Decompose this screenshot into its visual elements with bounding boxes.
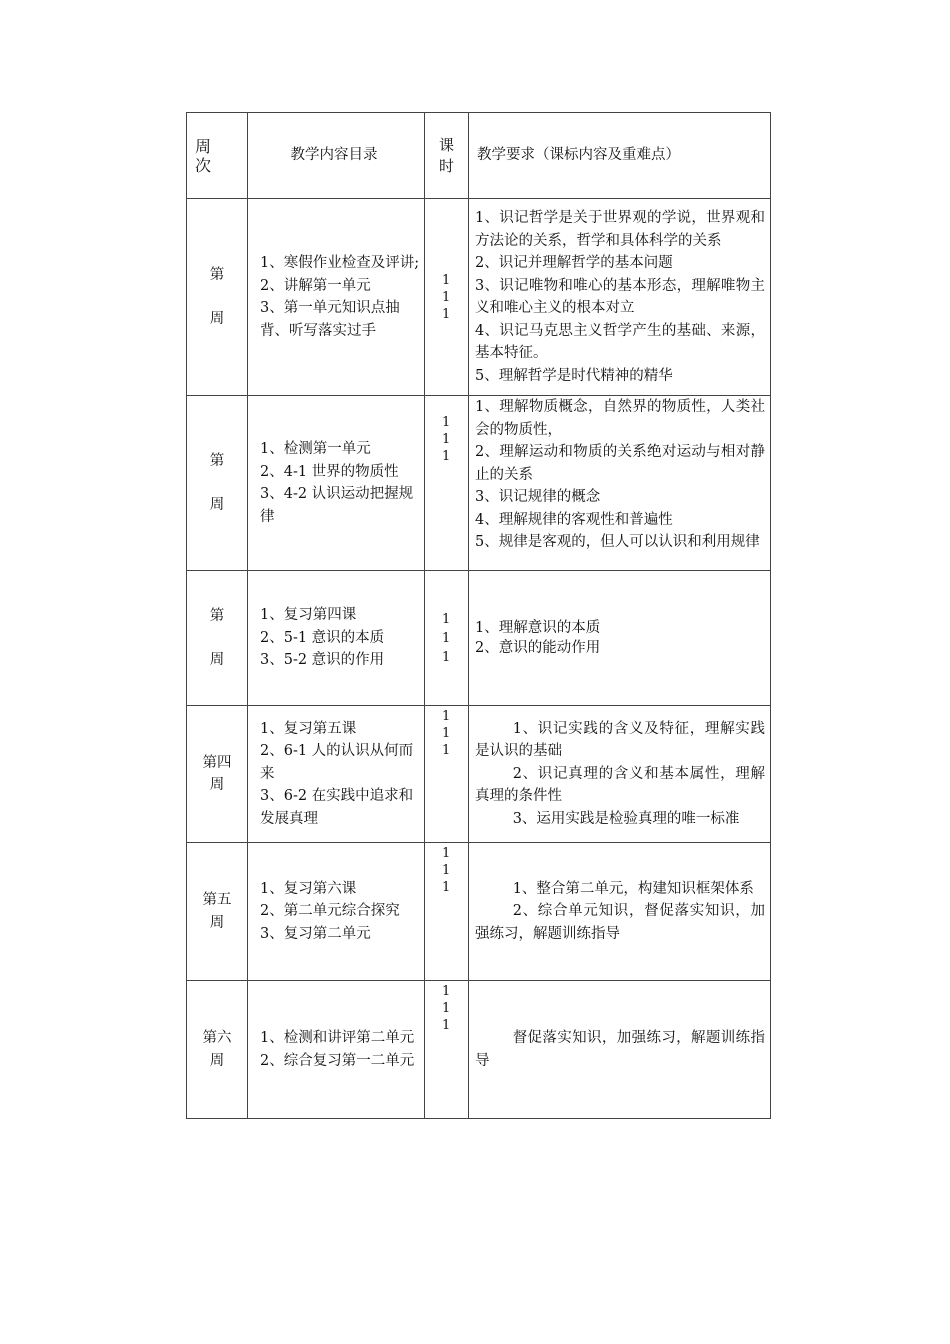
requirement-item: 1、整合第二单元，构建知识框架体系: [512, 880, 754, 897]
week-cell: [187, 571, 248, 706]
week-label-a: 第: [209, 452, 225, 469]
content-cell: [248, 199, 425, 396]
content-item: 3、复习第二单元: [260, 925, 371, 942]
requirement-item: 5、理解哲学是时代精神的精华: [475, 367, 673, 384]
content-item: 3、第一单元知识点抽背、听写落实过手: [260, 300, 400, 339]
hours-value: 1: [442, 984, 451, 999]
week-label-a: 第四: [202, 754, 232, 771]
requirement-item: 5、规律是客观的，但人可以认识和利用规律: [475, 534, 760, 550]
hours-value: 1: [442, 863, 451, 878]
week-cell: [187, 396, 248, 571]
week-label-a: 第: [209, 607, 225, 624]
content-cell: [248, 706, 425, 843]
hours-value: 1: [442, 306, 451, 322]
hours-value: 1: [442, 880, 451, 895]
requirement-item: 督促落实知识，加强练习，解题训练指导: [475, 1030, 765, 1069]
header-hours: [425, 113, 469, 199]
week-label-b: 周: [209, 497, 225, 513]
requirement-item: 4、理解规律的客观性和普遍性: [475, 511, 673, 528]
hours-cell: [425, 571, 469, 706]
hours-cell: [425, 199, 469, 396]
requirement-item: 1、理解物质概念，自然界的物质性，人类社会的物质性，: [475, 399, 765, 438]
requirement-item: 1、理解意识的本质: [475, 620, 601, 636]
content-cell: [248, 396, 425, 571]
hours-cell: [425, 981, 469, 1119]
week-cell: [187, 843, 248, 981]
content-cell: [248, 843, 425, 981]
week-cell: [187, 199, 248, 396]
hours-value: 1: [442, 289, 451, 305]
content-item: 2、综合复习第一二单元: [260, 1052, 415, 1069]
requirements-cell: [469, 843, 771, 981]
header-week-line1: 周: [195, 136, 212, 156]
hours-cell: [425, 843, 469, 981]
week-label-b: 周: [209, 1052, 225, 1069]
requirements-cell: [469, 571, 771, 706]
week-row-1: [187, 199, 771, 396]
hours-value: 1: [442, 272, 451, 288]
hours-value: 1: [442, 611, 451, 627]
week-cell: [187, 706, 248, 843]
hours-value: 1: [442, 449, 451, 464]
requirement-item: 3、运用实践是检验真理的唯一标准: [512, 810, 740, 827]
content-item: 1、检测第一单元: [260, 441, 371, 457]
requirement-item: 2、识记真理的含义和基本属性，理解真理的条件性: [475, 765, 765, 805]
hours-value: 1: [442, 846, 451, 861]
content-item: 2、6-1 人的认识从何而来: [260, 743, 414, 782]
hours-value: 1: [442, 415, 451, 430]
requirement-item: 2、理解运动和物质的关系绝对运动与相对静止的关系: [475, 444, 765, 483]
content-item: 2、5-1 意识的本质: [260, 629, 385, 646]
requirements-cell: [469, 199, 771, 396]
header-content: 教学内容目录: [248, 113, 425, 199]
header-week-line2: 次: [195, 155, 212, 175]
hours-value: 1: [442, 1001, 451, 1016]
header-hours-line2: 时: [438, 156, 454, 175]
requirement-item: 4、识记马克思主义哲学产生的基础、来源，基本特征。: [475, 322, 765, 361]
content-item: 1、复习第五课: [260, 720, 357, 737]
requirements-cell: [469, 706, 771, 843]
week-row-5: [187, 843, 771, 981]
hours-value: 1: [442, 743, 451, 758]
week-cell: [187, 981, 248, 1119]
requirement-item: 1、识记哲学是关于世界观的学说，世界观和方法论的关系，哲学和具体科学的关系: [475, 210, 765, 249]
content-item: 2、讲解第一单元: [260, 277, 371, 294]
header-week: [187, 113, 248, 199]
hours-value: 1: [442, 432, 451, 447]
content-item: 1、复习第四课: [260, 607, 357, 624]
requirements-cell: [469, 981, 771, 1119]
week-row-6: [187, 981, 771, 1119]
requirement-item: 2、识记并理解哲学的基本问题: [475, 255, 673, 271]
header-row: [187, 113, 771, 199]
hours-cell: [425, 706, 469, 843]
week-label-a: 第六: [202, 1030, 232, 1046]
hours-cell: [425, 396, 469, 571]
week-label-b: 周: [209, 777, 225, 793]
week-row-2: [187, 396, 771, 571]
week-label-a: 第: [209, 266, 225, 283]
requirement-item: 3、识记唯物和唯心的基本形态，理解唯物主义和唯心主义的根本对立: [475, 277, 765, 316]
content-item: 1、寒假作业检查及评讲;: [260, 255, 420, 271]
content-item: 3、6-2 在实践中追求和发展真理: [260, 788, 414, 827]
hours-value: 1: [442, 709, 451, 724]
content-cell: [248, 981, 425, 1119]
header-requirements: 教学要求（课标内容及重难点）: [469, 113, 771, 199]
hours-value: 1: [442, 726, 451, 741]
week-label-b: 周: [209, 914, 225, 931]
week-row-4: [187, 706, 771, 843]
content-item: 2、4-1 世界的物质性: [260, 463, 399, 480]
week-row-3: [187, 571, 771, 706]
week-label-b: 周: [209, 311, 225, 327]
hours-value: 1: [442, 649, 451, 665]
week-label-b: 周: [209, 652, 225, 668]
requirements-cell: [469, 396, 771, 571]
hours-value: 1: [442, 1018, 451, 1033]
content-cell: [248, 571, 425, 706]
requirement-item: 2、综合单元知识，督促落实知识，加强练习，解题训练指导: [475, 903, 765, 942]
content-item: 3、5-2 意识的作用: [260, 652, 385, 669]
teaching-plan-table: [186, 112, 771, 1119]
content-item: 1、复习第六课: [260, 880, 357, 897]
header-hours-line1: 课: [438, 135, 454, 154]
content-item: 1、检测和讲评第二单元: [260, 1030, 415, 1046]
content-item: 2、第二单元综合探究: [260, 903, 400, 920]
requirement-item: 1、识记实践的含义及特征，理解实践是认识的基础: [475, 720, 765, 760]
requirement-item: 3、识记规律的概念: [475, 489, 601, 505]
requirement-item: 2、意识的能动作用: [475, 640, 601, 656]
hours-value: 1: [442, 630, 451, 646]
week-label-a: 第五: [202, 892, 232, 908]
content-item: 3、4-2 认识运动把握规律: [260, 486, 414, 525]
